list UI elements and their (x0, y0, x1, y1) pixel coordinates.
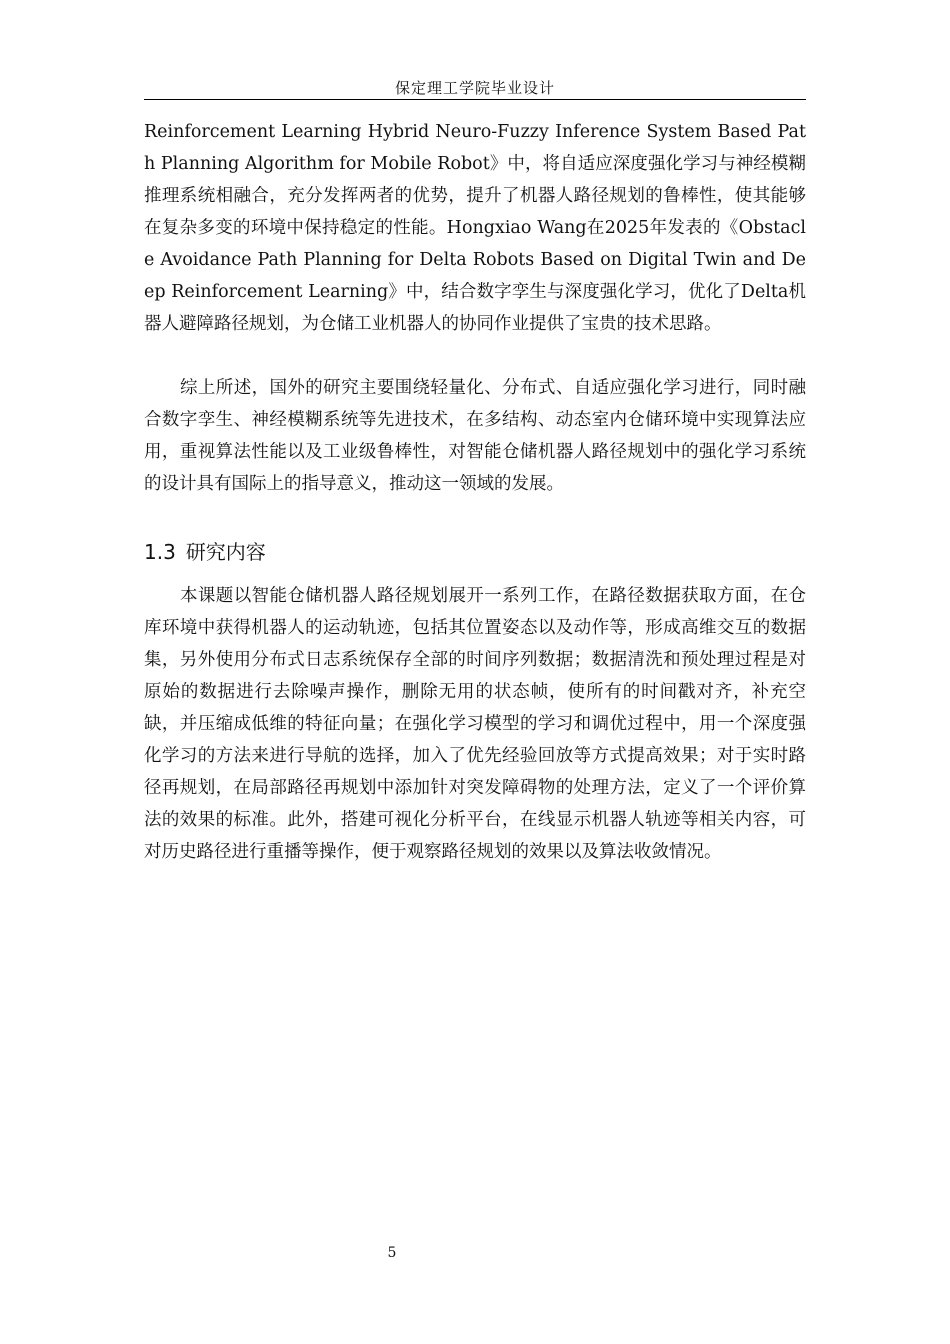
header-divider (144, 99, 806, 100)
paragraph-summary: 综上所述，国外的研究主要围绕轻量化、分布式、自适应强化学习进行，同时融合数字孪生、神经模糊系统等先进技术，在多结构、动态室内仓储环境中实现算法应用，重视算法性能以及工业级鲁棒性，对智能仓储机器人路径规划中的强化学习系统的设计具有国际上的指导意义，推动这一领域的发展。 (144, 378, 806, 494)
paragraph-research-content: 本课题以智能仓储机器人路径规划展开一系列工作，在路径数据获取方面，在仓库环境中获得机器人的运动轨迹，包括其位置姿态以及动作等，形成高维交互的数据集，另外使用分布式日志系统保存全部的时间序列数据；数据清洗和预处理过程是对原始的数据进行去除噪声操作，删除无用的状态帧，使所有的时间戳对齐，补充空缺，并压缩成低维的特征向量；在强化学习模型的学习和调优过程中，用一个深度强化学习的方法来进行导航的选择，加入了优先经验回放等方式提高效果；对于实时路径再规划，在局部路径再规划中添加针对突发障碍物的处理方法，定义了一个评价算法的效果的标准。此外，搭建可视化分析平台，在线显示机器人轨迹等相关内容，可对历史路径进行重播等操作，便于观察路径规划的效果以及算法收敛情况。 (144, 586, 806, 862)
section-number: 1.3 (144, 540, 176, 564)
section-title: 研究内容 (185, 540, 266, 564)
paragraph-related-work-continued: Reinforcement Learning Hybrid Neuro‑Fuzzy Inference System Based Path Planning Algorithm for Mobile Robot》中，将自适应深度强化学习与神经模糊推理系统相融合，充分发挥两者的优势，提升了机器人路径规划的鲁棒性，使其能够在复杂多变的环境中保持稳定的性能。Hongxiao Wang在2025年发表的《Obstacle Avoidance Path Planning for Delta Robots Based on Digital Twin and Deep Reinforcement Learning》中，结合数字孪生与深度强化学习，优化了Delta机器人避障路径规划，为仓储工业机器人的协同作业提供了宝贵的技术思路。 (144, 122, 806, 334)
section-heading (144, 538, 266, 566)
page-number: 5 (387, 1245, 397, 1261)
page-header: 保定理工学院毕业设计 (394, 79, 555, 97)
